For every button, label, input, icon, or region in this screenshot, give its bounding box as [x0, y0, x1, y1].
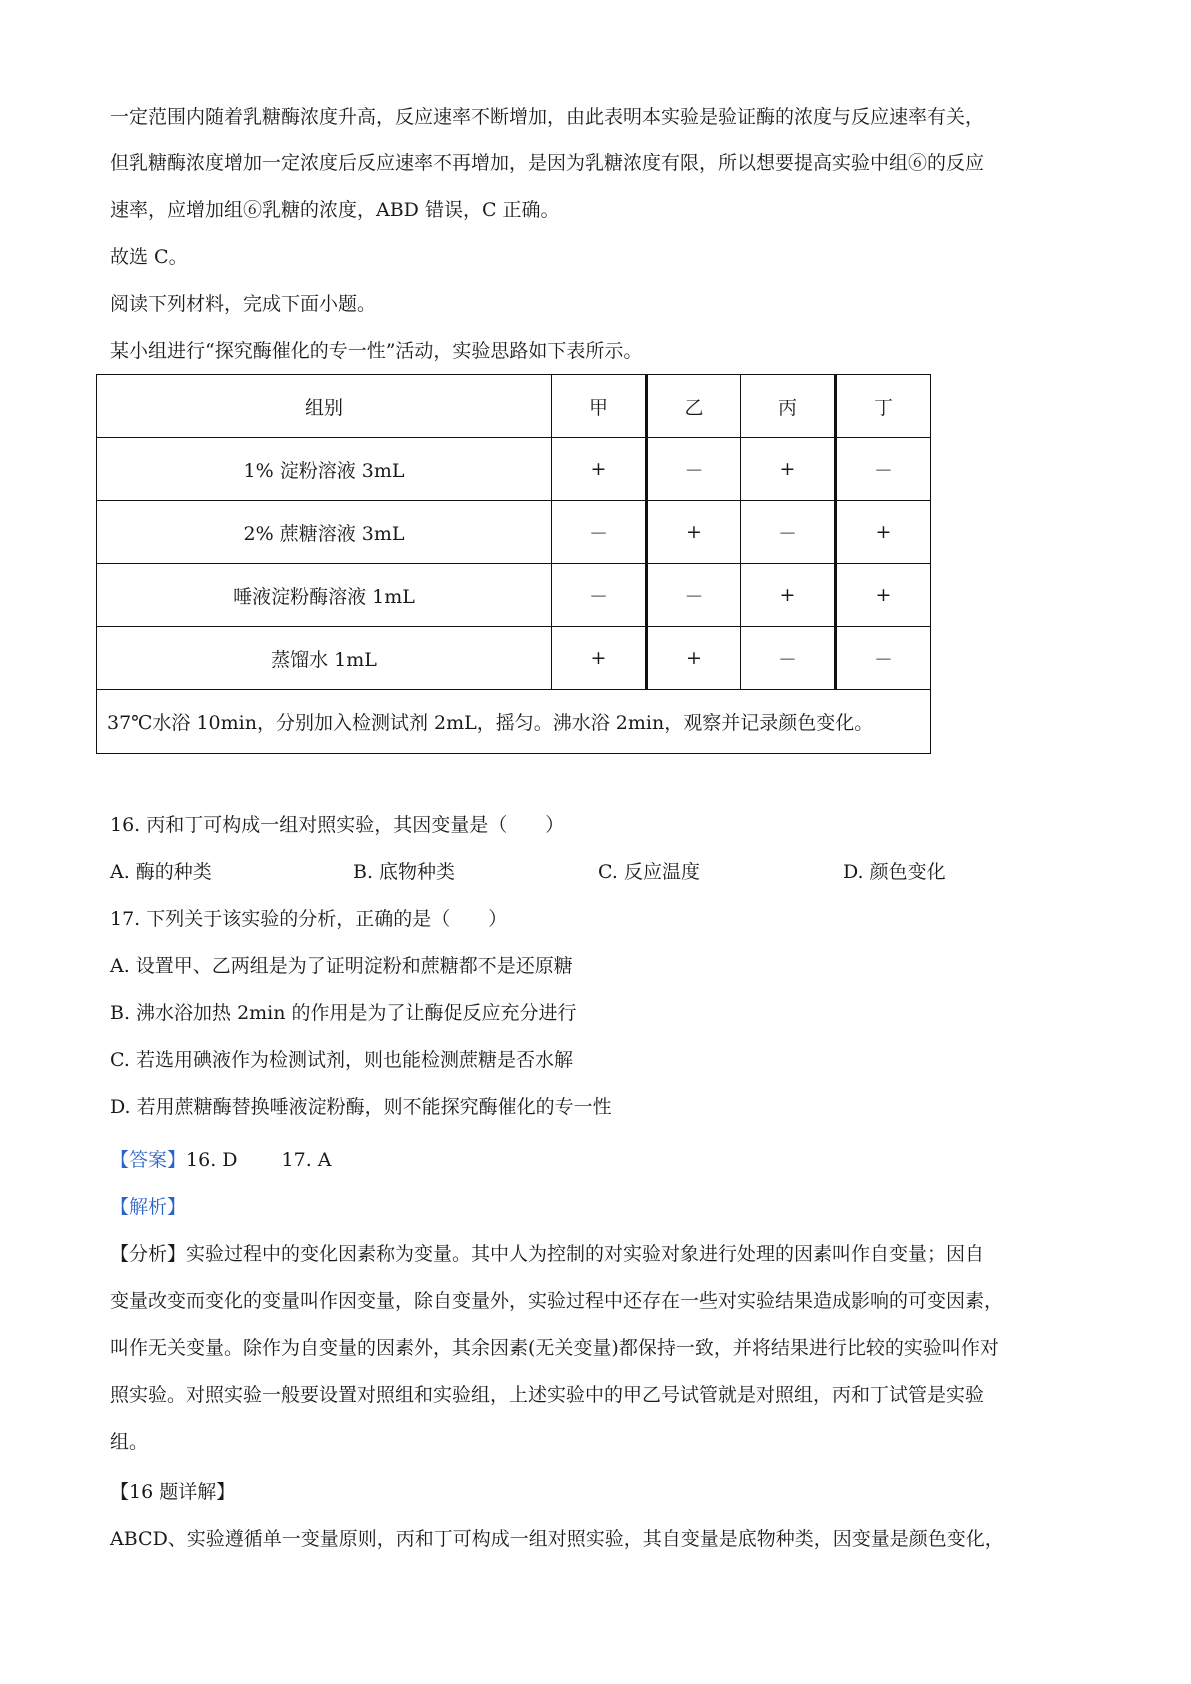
detail-tag: 【16 题详解】	[110, 1481, 236, 1503]
intro-line-2: 但乳糖酶浓度增加一定浓度后反应速率不再增加，是因为乳糖浓度有限，所以想要提高实验中组⑥的反应	[110, 152, 985, 174]
intro-line-6: 某小组进行“探究酶催化的专一性”活动，实验思路如下表所示。	[110, 340, 643, 362]
table-row	[97, 564, 931, 627]
row-label: 1% 淀粉溶液 3mL	[97, 438, 552, 501]
answer-tag: 【答案】	[110, 1149, 187, 1171]
analysis-tag: 【解析】	[110, 1196, 187, 1218]
analysis-line-1: 【分析】实验过程中的变化因素称为变量。其中人为控制的对实验对象进行处理的因素叫作自变量；因自	[110, 1243, 985, 1265]
intro-line-1: 一定范围内随着乳糖酶浓度升高，反应速率不断增加，由此表明本实验是验证酶的浓度与反应速率有关，	[110, 106, 985, 128]
table-header-cell: 组别	[97, 375, 552, 438]
table-footer-note: 37℃水浴 10min，分别加入检测试剂 2mL，摇匀。沸水浴 2min，观察并记录颜色变化。	[97, 690, 931, 754]
table-footer-row	[97, 690, 931, 754]
table-cell: +	[552, 438, 647, 501]
analysis-line-5: 组。	[110, 1431, 149, 1453]
q16-option-a: A. 酶的种类	[110, 861, 212, 883]
table-header-cell: 丁	[836, 375, 931, 438]
table-cell: －	[836, 438, 931, 501]
table-cell: +	[552, 627, 647, 690]
q16-option-b: B. 底物种类	[353, 861, 456, 883]
table-cell: +	[647, 501, 741, 564]
table-cell: －	[836, 627, 931, 690]
q16-option-c: C. 反应温度	[598, 861, 700, 883]
table-cell: +	[836, 501, 931, 564]
q17-option-a: A. 设置甲、乙两组是为了证明淀粉和蔗糖都不是还原糖	[110, 955, 573, 977]
analysis-line-2: 变量改变而变化的变量叫作因变量，除自变量外，实验过程中还存在一些对实验结果造成影响的可变因素，	[110, 1290, 1004, 1312]
analysis-line-4: 照实验。对照实验一般要设置对照组和实验组，上述实验中的甲乙号试管就是对照组，丙和丁试管是实验	[110, 1384, 985, 1406]
intro-line-4: 故选 C。	[110, 246, 188, 268]
q17-option-d: D. 若用蔗糖酶替换唾液淀粉酶，则不能探究酶催化的专一性	[110, 1096, 612, 1118]
table-row	[97, 501, 931, 564]
table-cell: －	[741, 501, 836, 564]
table-cell: －	[552, 564, 647, 627]
detail-line-1: ABCD、实验遵循单一变量原则，丙和丁可构成一组对照实验，其自变量是底物种类，因变量是颜色变化，	[110, 1528, 1004, 1550]
table-cell: －	[647, 564, 741, 627]
table-cell: －	[741, 627, 836, 690]
table-cell: +	[741, 564, 836, 627]
table-header-cell: 乙	[647, 375, 741, 438]
table-row	[97, 627, 931, 690]
row-label: 唾液淀粉酶溶液 1mL	[97, 564, 552, 627]
table-header-cell: 丙	[741, 375, 836, 438]
table-cell: +	[741, 438, 836, 501]
question-16-stem: 16. 丙和丁可构成一组对照实验，其因变量是（ ）	[110, 814, 565, 836]
table-row	[97, 438, 931, 501]
intro-line-5: 阅读下列材料，完成下面小题。	[110, 293, 377, 315]
q17-option-b: B. 沸水浴加热 2min 的作用是为了让酶促反应充分进行	[110, 1002, 577, 1024]
table-header-cell: 甲	[552, 375, 647, 438]
table-cell: +	[836, 564, 931, 627]
row-label: 蒸馏水 1mL	[97, 627, 552, 690]
row-label: 2% 蔗糖溶液 3mL	[97, 501, 552, 564]
analysis-line-3: 叫作无关变量。除作为自变量的因素外，其余因素(无关变量)都保持一致，并将结果进行比较的实验叫作对	[110, 1337, 999, 1359]
table-cell: +	[647, 627, 741, 690]
answer-line	[110, 1147, 332, 1173]
q17-option-c: C. 若选用碘液作为检测试剂，则也能检测蔗糖是否水解	[110, 1049, 573, 1071]
answer-text: 16. D 17. A	[186, 1149, 332, 1171]
question-17-stem: 17. 下列关于该实验的分析，正确的是（ ）	[110, 908, 508, 930]
table-cell: －	[647, 438, 741, 501]
q16-option-d: D. 颜色变化	[843, 861, 946, 883]
table-header-row	[97, 375, 931, 438]
table-cell: －	[552, 501, 647, 564]
intro-line-3: 速率，应增加组⑥乳糖的浓度，ABD 错误，C 正确。	[110, 199, 560, 221]
experiment-table	[96, 374, 931, 754]
